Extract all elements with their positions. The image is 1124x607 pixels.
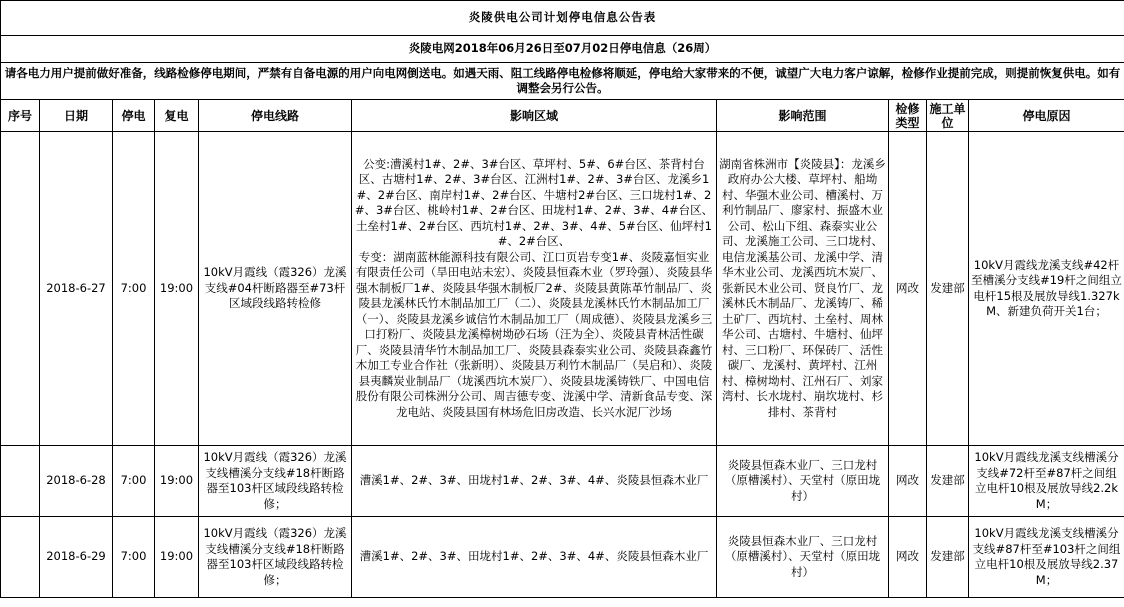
page-title: 炎陵供电公司计划停电信息公告表 bbox=[1, 1, 1124, 36]
cell-reason: 10kV月霞线龙溪支线槽溪分支线#87杆至#103杆之间组立电杆10根及展放导线2.37M； bbox=[969, 517, 1124, 598]
cell-type: 网改 bbox=[889, 446, 927, 517]
header-area: 影响区域 bbox=[352, 100, 717, 132]
cell-seq bbox=[1, 446, 40, 517]
cell-line: 10kV月霞线（霞326）龙溪支线槽溪分支线#18杆断路器至103杆区域段线路转检修； bbox=[199, 517, 352, 598]
header-on: 复电 bbox=[155, 100, 199, 132]
notice-text: 请各电力用户提前做好准备，线路检修停电期间，严禁有自备电源的用户向电网倒送电。如遇天雨、阻工线路停电检修将顺延，停电给大家带来的不便，诚望广大电力客户谅解，检修作业提前完成，则提前恢复供电。如有调整会另行公告。 bbox=[1, 63, 1124, 100]
cell-off: 7:00 bbox=[113, 517, 155, 598]
header-line: 停电线路 bbox=[199, 100, 352, 132]
cell-unit: 发建部 bbox=[927, 446, 969, 517]
header-scope: 影响范围 bbox=[717, 100, 889, 132]
header-off: 停电 bbox=[113, 100, 155, 132]
cell-type: 网改 bbox=[889, 132, 927, 446]
cell-unit: 发建部 bbox=[927, 132, 969, 446]
table-row bbox=[1, 132, 1124, 446]
header-unit: 施工单位 bbox=[927, 100, 969, 132]
cell-type: 网改 bbox=[889, 517, 927, 598]
cell-off: 7:00 bbox=[113, 132, 155, 446]
cell-date: 2018-6-28 bbox=[40, 446, 113, 517]
cell-area: 漕溪1#、2#、3#、田垅村1#、2#、3#、4#、炎陵县恒森木业厂 bbox=[352, 446, 717, 517]
table-header-row bbox=[1, 100, 1124, 132]
header-seq: 序号 bbox=[1, 100, 40, 132]
cell-date: 2018-6-27 bbox=[40, 132, 113, 446]
cell-line: 10kV月霞线（霞326）龙溪支线槽溪分支线#18杆断路器至103杆区域段线路转检修； bbox=[199, 446, 352, 517]
cell-scope: 炎陵县恒森木业厂、三口龙村（原槽溪村）、天堂村（原田垅村） bbox=[717, 446, 889, 517]
cell-date: 2018-6-29 bbox=[40, 517, 113, 598]
cell-seq bbox=[1, 132, 40, 446]
cell-unit: 发建部 bbox=[927, 517, 969, 598]
table-row bbox=[1, 517, 1124, 598]
cell-area: 公变:漕溪村1#、2#、3#台区、草坪村、5#、6#台区、茶背村台区、古塘村1#、2#、3#台区、江洲村1#、2#、3#台区、龙溪乡1#、2#台区、南岸村1#、2#台区、牛塘村2#台区、三口垅村1#、2#、3#台区、桃岭村1#、2#台区、田垅村1#、2#、3#、4#台区、土垒村1#、2#台区、西坑村1#、2#、3#、4#、5#台区、仙坪村1#、2#台区、 专变：湖南蓝林能源科技有限公司、江口页岩专变1#、炎陵嘉恒实业有限责任公司（旱田电站未宏）、炎陵县恒森木业（罗玲强）、炎陵县华强木制板厂1#、炎陵县华强木制板厂2#、炎陵县黄陈革竹制品厂、炎陵县龙溪林氏竹木制品加工厂（二）、炎陵县龙溪林氏竹木制品加工厂（一）、炎陵县龙溪乡诚信竹木制品加工厂（周成德）、炎陵县龙溪乡三口打粉厂、炎陵县龙溪樟树坳砂石场（汪为全）、炎陵县青林活性碳厂、炎陵县清华竹木制品加工厂、炎陵县森泰实业公司、炎陵县森鑫竹木加工专业合作社（张新明）、炎陵县万利竹木制品厂（吴启和）、炎陵县夷麟炭业制品厂（垅溪西坑木炭厂）、炎陵县垅溪铸铁厂、中国电信股份有限公司株洲分公司、周吉德专变、泷溪中学、清新食品专变、深龙电站、炎陵县国有林场危旧房改造、长兴水泥厂沙场 bbox=[352, 132, 717, 446]
cell-on: 19:00 bbox=[155, 132, 199, 446]
cell-scope: 炎陵县恒森木业厂、三口龙村（原槽溪村）、天堂村（原田垅村） bbox=[717, 517, 889, 598]
cell-line: 10kV月霞线（霞326）龙溪支线#04杆断路器至#73杆区域段线路转检修 bbox=[199, 132, 352, 446]
cell-reason: 10kV月霞线龙溪支线槽溪分支线#72杆至#87杆之间组立电杆10根及展放导线2.2kM； bbox=[969, 446, 1124, 517]
header-reason: 停电原因 bbox=[969, 100, 1124, 132]
cell-seq bbox=[1, 517, 40, 598]
cell-area: 漕溪1#、2#、3#、田垅村1#、2#、3#、4#、炎陵县恒森木业厂 bbox=[352, 517, 717, 598]
cell-on: 19:00 bbox=[155, 517, 199, 598]
table-row bbox=[1, 446, 1124, 517]
cell-off: 7:00 bbox=[113, 446, 155, 517]
header-date: 日期 bbox=[40, 100, 113, 132]
cell-reason: 10kV月霞线龙溪支线#42杆至槽溪分支线#19杆之间组立电杆15根及展放导线1.327kM、新建负荷开关1台； bbox=[969, 132, 1124, 446]
cell-scope: 湖南省株洲市【炎陵县】：龙溪乡政府办公大楼、草坪村、船坳村、华强木业公司、槽溪村、万利竹制品厂、廖家村、振盛木业公司、松山下组、森泰实业公司、龙溪施工公司、三口垅村、电信龙溪基公司、龙溪中学、清华木业公司、龙溪西坑木炭厂、张新民木业公司、贤良竹厂、龙溪林氏木制品厂、龙溪铸厂、稀土矿厂、西坑村、土垒村、周林华公司、古塘村、牛塘村、仙坪村、三口粉厂、环保砖厂、活性碳厂、龙溪村、黄坪村、江州村、樟树坳村、江州石厂、刘家湾村、长水垅村、崩坎垅村、杉排村、茶背村 bbox=[717, 132, 889, 446]
header-type: 检修类型 bbox=[889, 100, 927, 132]
page-subtitle: 炎陵电网2018年06月26日至07月02日停电信息（26周） bbox=[1, 36, 1124, 63]
cell-on: 19:00 bbox=[155, 446, 199, 517]
